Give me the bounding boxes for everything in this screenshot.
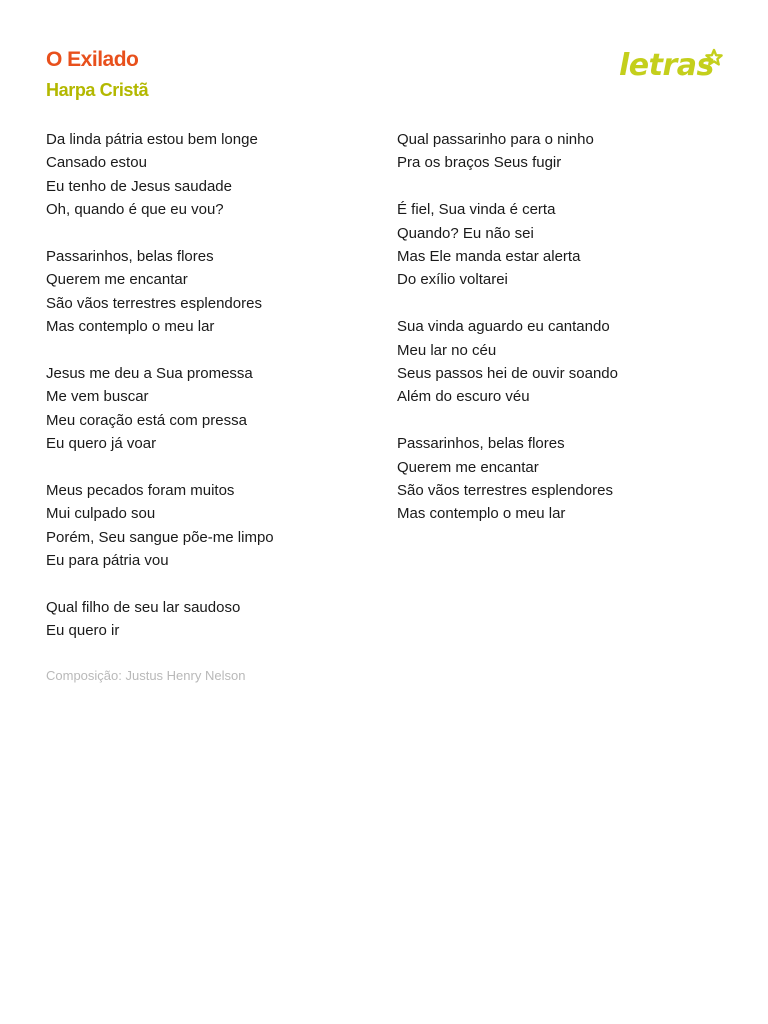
composer-credit: Composição: Justus Henry Nelson	[46, 668, 246, 684]
lyrics-line: São vãos terrestres esplendores	[46, 294, 262, 312]
lyrics-line: Passarinhos, belas flores	[397, 435, 565, 453]
lyrics-column-left	[46, 128, 376, 686]
lyrics-line: Eu para pátria vou	[46, 552, 169, 570]
lyrics-line: Meu lar no céu	[397, 341, 497, 359]
lyrics-line: Porém, Seu sangue põe-me limpo	[46, 528, 274, 546]
letras-logo-graphic	[618, 44, 724, 84]
lyrics-stanza	[397, 432, 737, 526]
lyrics-line: São vãos terrestres esplendores	[397, 482, 613, 500]
lyrics-line: Sua vinda aguardo eu cantando	[397, 318, 610, 336]
lyrics-stanza	[46, 128, 376, 222]
lyrics-stanza	[397, 128, 737, 175]
lyrics-stanza	[46, 245, 376, 339]
lyrics-line: Oh, quando é que eu vou?	[46, 201, 224, 219]
lyrics-line: Eu quero já voar	[46, 435, 157, 453]
lyrics-stanza	[397, 198, 737, 292]
lyrics-line: Da linda pátria estou bem longe	[46, 131, 258, 148]
lyrics-line: Qual passarinho para o ninho	[397, 131, 594, 148]
lyrics-line: Cansado estou	[46, 154, 147, 172]
lyrics-line: Qual filho de seu lar saudoso	[46, 599, 241, 617]
song-title: O Exilado	[46, 48, 139, 71]
lyrics-line: É fiel, Sua vinda é certa	[397, 201, 556, 219]
lyrics-line: Do exílio voltarei	[397, 271, 508, 289]
lyrics-line: Mas Ele manda estar alerta	[397, 248, 581, 266]
lyrics-line: Meus pecados foram muitos	[46, 482, 235, 500]
lyrics-line: Pra os braços Seus fugir	[397, 154, 562, 172]
lyrics-line: Jesus me deu a Sua promessa	[46, 365, 253, 383]
lyrics-line: Eu tenho de Jesus saudade	[46, 177, 232, 195]
lyrics-stanza	[397, 315, 737, 409]
lyrics-line: Passarinhos, belas flores	[46, 248, 214, 266]
lyrics-line: Além do escuro véu	[397, 388, 530, 406]
lyrics-line: Me vem buscar	[46, 388, 149, 406]
lyrics-line: Mas contemplo o meu lar	[397, 505, 566, 523]
lyrics-line: Quando? Eu não sei	[397, 224, 534, 242]
lyrics-stanza	[46, 596, 376, 643]
lyrics-line: Querem me encantar	[46, 271, 188, 289]
lyrics-line: Eu quero ir	[46, 622, 120, 640]
lyrics-column-right	[397, 128, 737, 526]
letras-logo[interactable]	[618, 44, 724, 84]
artist-name: Harpa Cristã	[46, 80, 149, 100]
lyrics-line: Mui culpado sou	[46, 505, 156, 523]
lyrics-line: Mas contemplo o meu lar	[46, 318, 215, 336]
lyrics-stanza	[46, 479, 376, 573]
lyrics-stanza	[46, 362, 376, 456]
lyrics-line: Meu coração está com pressa	[46, 411, 247, 429]
lyrics-line: Querem me encantar	[397, 458, 539, 476]
letras-logo-text: letras	[619, 48, 714, 83]
lyrics-line: Seus passos hei de ouvir soando	[397, 365, 618, 383]
